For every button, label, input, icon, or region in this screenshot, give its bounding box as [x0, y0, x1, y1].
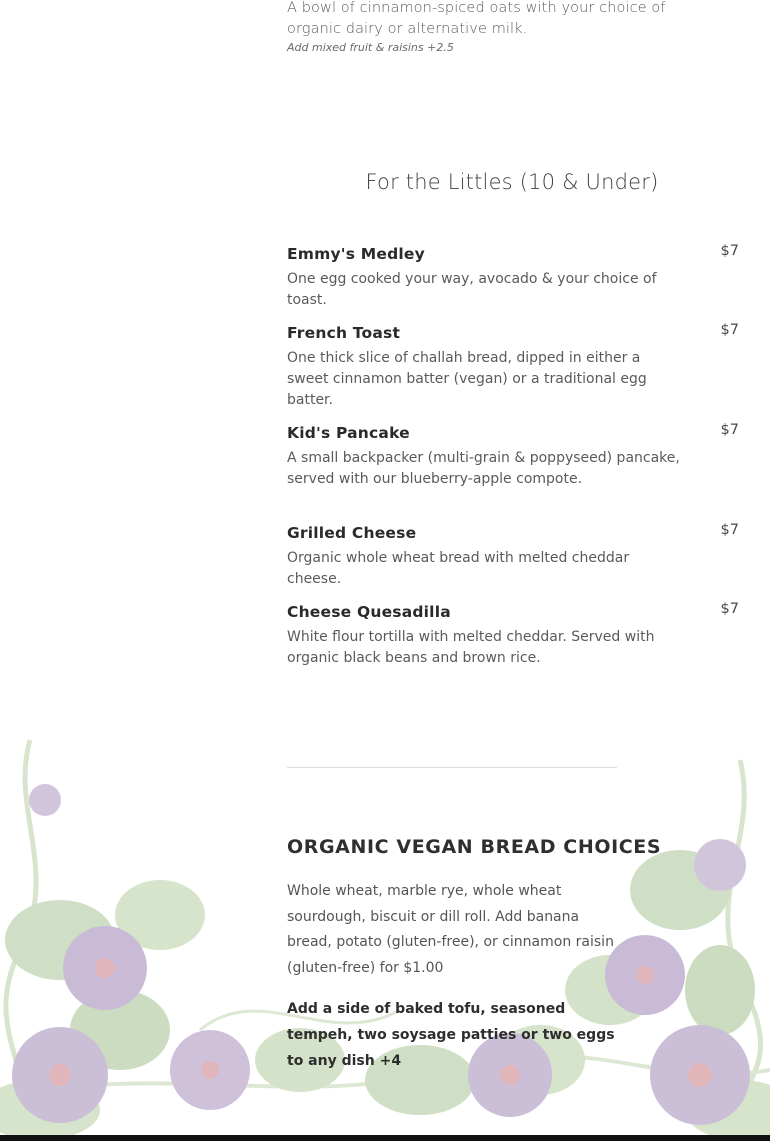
menu-item-description: One thick slice of challah bread, dipped in either a sweet cinnamon batter (vegan) or a traditional egg batter.: [287, 350, 647, 408]
bread-section-title: ORGANIC VEGAN BREAD CHOICES: [287, 836, 662, 858]
menu-item-description: A small backpacker (multi-grain & poppyseed) pancake, served with our blueberry-apple compote.: [287, 450, 680, 487]
menu-item-name: Grilled Cheese: [287, 524, 417, 542]
menu-item-description: White flour tortilla with melted cheddar. Served with organic black beans and brown rice.: [287, 629, 655, 666]
side-addon-note: Add a side of baked tofu, seasoned tempeh, two soysage patties or two eggs to any dish +4: [287, 1001, 615, 1069]
menu-item-description: One egg cooked your way, avocado & your choice of toast.: [287, 271, 657, 308]
section-divider: [287, 767, 617, 768]
menu-item-name: French Toast: [287, 324, 401, 342]
menu-item-price: $7: [720, 243, 739, 259]
kids-section-title: For the Littles (10 & Under): [365, 170, 659, 194]
menu-item: [287, 524, 742, 590]
menu-item-description: Organic whole wheat bread with melted cheddar cheese.: [287, 550, 630, 587]
menu-item-name: Kid's Pancake: [287, 424, 410, 442]
previous-item-description: A bowl of cinnamon-spiced oats with your choice of organic dairy or alternative milk.: [287, 0, 666, 37]
previous-item-addon: Add mixed fruit & raisins +2.5: [287, 41, 454, 54]
menu-item: [287, 603, 742, 669]
menu-item-price: $7: [720, 322, 739, 338]
bottom-bar: [0, 1135, 770, 1141]
bread-section-description: Whole wheat, marble rye, whole wheat sourdough, biscuit or dill roll. Add banana bread, potato (gluten-free), or cinnamon raisin (gluten-free) for $1.00: [287, 883, 614, 976]
menu-item: [287, 324, 742, 411]
menu-item: [287, 245, 742, 311]
menu-item-name: Cheese Quesadilla: [287, 603, 451, 621]
menu-item-price: $7: [720, 522, 739, 538]
menu-item-name: Emmy's Medley: [287, 245, 425, 263]
menu-item-price: $7: [720, 422, 739, 438]
menu-item: [287, 424, 742, 490]
menu-item-price: $7: [720, 601, 739, 617]
